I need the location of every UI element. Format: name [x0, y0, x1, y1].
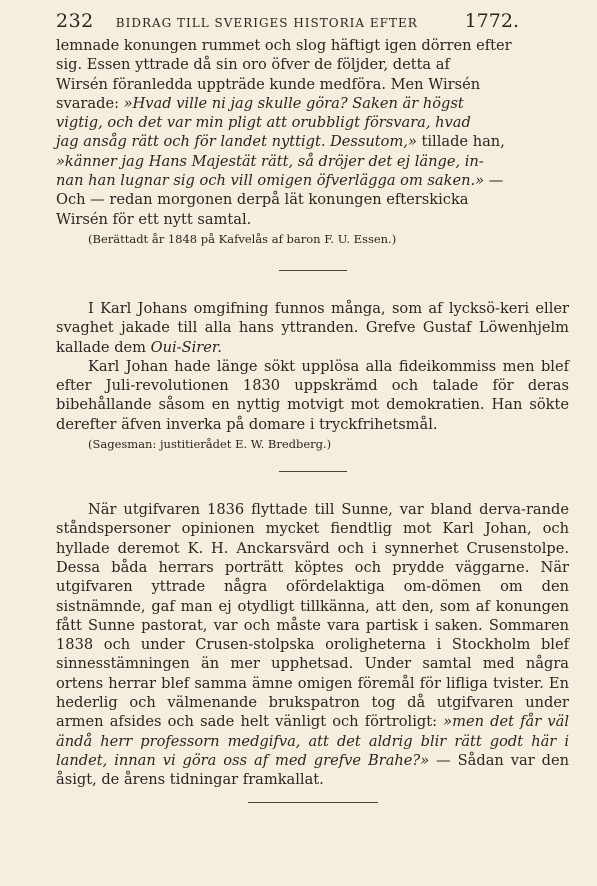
- text-span: — Sådan var den åsigt, de årens tidningar framkallat.: [56, 751, 569, 789]
- quote-span: »Hvad ville ni jag skulle göra? Saken är högst: [123, 94, 464, 112]
- text-line: Och — redan morgonen derpå lät konungen efterskicka: [56, 191, 469, 209]
- source-note: (Sagesman: justitierådet E. W. Bredberg.): [88, 437, 332, 452]
- text-line: [56, 94, 569, 113]
- text-span: I Karl Johans omgifning funnos många, som af lycksö-keri eller svaghet jakade till alla hans yttranden. Grefve Gustaf Löwenhjelm kallade dem: [56, 299, 569, 356]
- text-span: När utgifvaren 1836 flyttade till Sunne, var bland derva-rande ståndspersoner opinionen mycket fiendtlig mot Karl Johan, och hyllade deremot K. H. Anckarsvärd och i synnerhet Crusenstolpe. Dessa båda herrars porträtt köptes och prydde väggarne. När utgifvaren yttrade några ofördelaktiga om-dömen om den sistnämnde, gaf man ej otydligt tillkänna, att den, som af konungen fått Sunne pastorat, var och måste vara partisk i saken. Sommaren 1838 och under Crusen-stolpska oroligheterna i Stockholm blef sinnesstämningen än mer upphetsad. Under samtal med några ortens herrar blef samma ämne omigen föremål för lifliga tvister. En hederlig och välmenande brukspatron tog då utgifvaren under armen afsides och sade helt vänligt och förtroligt:: [56, 501, 569, 731]
- source-note: (Berättadt år 1848 på Kafvelås af baron F. U. Essen.): [88, 231, 397, 246]
- running-year: 1772.: [464, 10, 519, 32]
- section-divider: [279, 471, 347, 472]
- text-line: lemnade konungen rummet och slog häftigt igen dörren efter: [56, 37, 512, 54]
- paragraph: [56, 299, 569, 357]
- text-line: Wirsén föranledda uppträde kunde medföra. Men Wirsén: [56, 75, 481, 93]
- quote-line: vigtig, och det var min pligt att orubbligt försvara, hvad: [56, 114, 471, 132]
- running-title: BIDRAG TILL SVERIGES HISTORIA EFTER: [115, 16, 418, 30]
- text-span: —: [484, 172, 504, 190]
- text-line: [56, 132, 569, 151]
- quote-span: »men det får väl ändå herr professorn medgifva, att det aldrig blir rätt godt här i landet, innan vi göra oss af med grefve Brahe?»: [56, 713, 569, 769]
- section-sunne: [56, 500, 569, 789]
- italic-span: Oui-Sirer.: [150, 338, 222, 356]
- running-header: [56, 10, 569, 36]
- quote-span: jag ansåg rätt och för landet nyttigt. Dessutom,»: [56, 133, 417, 151]
- paragraph: [56, 500, 569, 789]
- section-divider: [279, 270, 347, 271]
- end-divider: [248, 802, 378, 803]
- page-number: 232: [56, 10, 94, 32]
- text-span: svarade:: [56, 94, 124, 112]
- text-line: [56, 171, 569, 190]
- paragraph: Karl Johan hade länge sökt upplösa alla fideikommiss men blef efter Juli-revolutionen 1830 uppskrämd och talade för deras bibehållande såsom en nyttig motvigt mot demokratien. Han sökte derefter äfven inverka på domare i tryckfrihetsmål.: [56, 357, 569, 433]
- quote-span: nan han lugnar sig och vill omigen öfverlägga om saken.»: [56, 172, 485, 190]
- quote-line: »känner jag Hans Majestät rätt, så dröjer det ej länge, in-: [56, 152, 484, 170]
- text-line: Wirsén för ett nytt samtal.: [56, 210, 252, 228]
- section-karl-johan: [56, 299, 569, 453]
- text-line: sig. Essen yttrade då sin oro öfver de följder, detta af: [56, 56, 450, 74]
- text-span: tillade han,: [416, 133, 505, 151]
- section-wirsen-anecdote: [56, 36, 569, 248]
